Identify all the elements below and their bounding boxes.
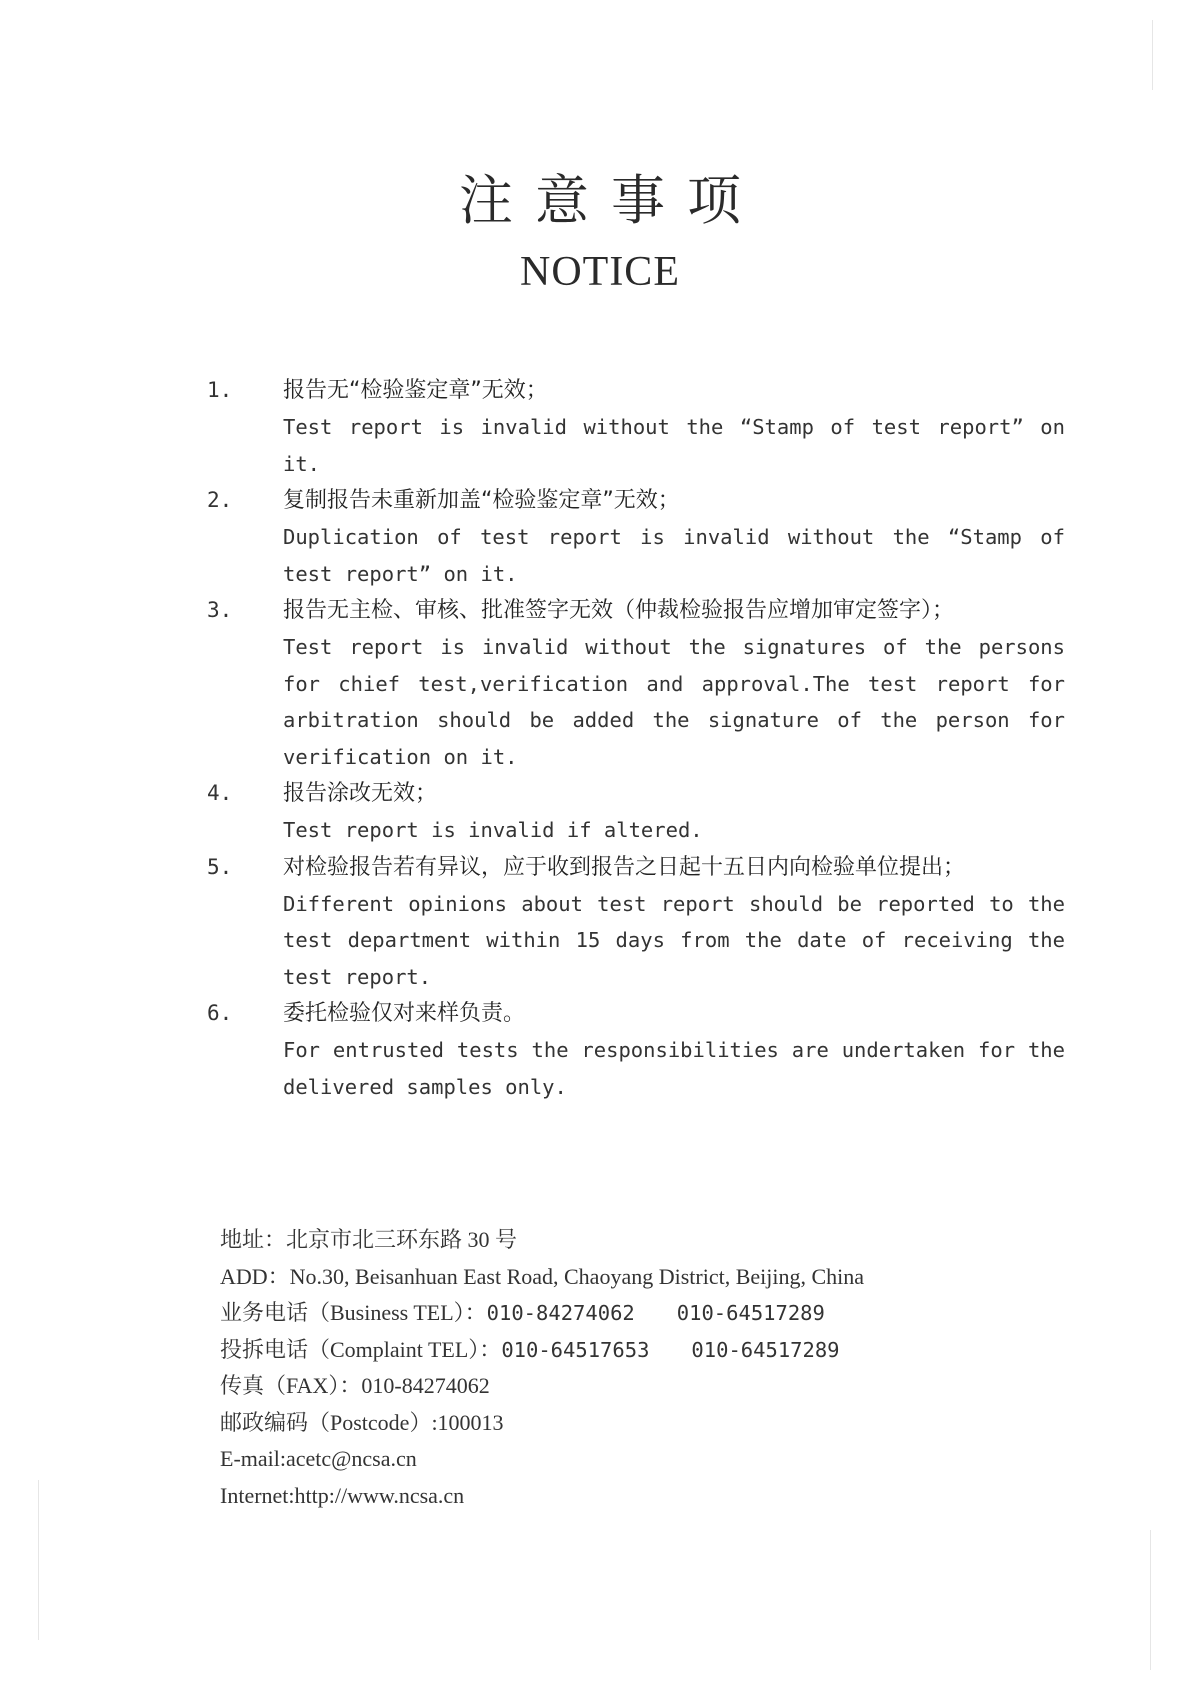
scan-edge-right-bottom [1150,1530,1151,1670]
postcode: 邮政编码（Postcode）:100013 [220,1409,504,1435]
title-chinese: 注意事项 [459,169,763,232]
item-text-cn: 报告无“检验鉴定章”无效； [283,378,548,403]
item-text-en: Test report is invalid without the signatures of the persons for chief test,verification and approval.The test report for arbitration should be added the signature of the person for verification on it. [283,635,1065,769]
item-text-cn: 报告涂改无效； [283,781,438,806]
email: E-mail:acetc@ncsa.cn [220,1446,417,1471]
complaint-tel-number-1: 010-64517653 [501,1337,650,1362]
contact-block [220,1222,1120,1514]
scan-edge-left [38,1480,39,1640]
item-number: 4. [207,781,233,805]
item-number: 5. [207,854,233,879]
address-cn: 地址：北京市北三环东路 30 号 [220,1227,518,1252]
item-number: 3. [207,598,233,622]
item-text-cn: 委托检验仅对来样负责。 [283,1001,526,1026]
item-number: 6. [207,1001,233,1025]
business-tel-number-1: 010-84274062 [486,1301,635,1325]
notice-item-3 [207,592,1067,775]
notice-item-5 [207,849,1067,996]
scan-edge-right [1152,20,1153,90]
internet: Internet:http://www.ncsa.cn [220,1482,465,1508]
business-tel-number-2: 010-64517289 [676,1301,825,1325]
item-text-cn: 报告无主检、审核、批准签字无效（仲裁检验报告应增加审定签字）； [283,598,955,623]
item-text-cn: 复制报告未重新加盖“检验鉴定章”无效； [283,488,680,513]
notice-item-1 [207,372,1067,482]
item-text-en: Different opinions about test report should be reported to the test department within 15 days from the date of receiving the test report. [283,891,1065,989]
item-text-cn: 对检验报告若有异议，应于收到报告之日起十五日内向检验单位提出； [283,854,966,880]
business-tel [220,1295,1120,1332]
notice-list [207,372,1067,1105]
notice-item-4 [207,775,1067,849]
item-text-en: Duplication of test report is invalid without the “Stamp of test report” on it. [283,525,1065,586]
notice-item-2 [207,482,1067,592]
item-text-en: Test report is invalid if altered. [283,818,703,842]
item-text-en: For entrusted tests the responsibilities are undertaken for the delivered samples only. [283,1038,1065,1099]
complaint-tel-label: 投拆电话（Complaint TEL）： [220,1336,502,1362]
item-number: 2. [207,488,233,512]
notice-item-6 [207,995,1067,1105]
item-text-en: Test report is invalid without the “Stamp of test report” on it. [283,415,1065,476]
item-number: 1. [207,378,233,402]
business-tel-label: 业务电话（Business TEL）： [220,1300,487,1325]
title-english: NOTICE [520,249,680,295]
fax: 传真（FAX）：010-84274062 [220,1373,490,1398]
complaint-tel-number-2: 010-64517289 [691,1337,840,1362]
complaint-tel [220,1332,1120,1369]
address-en: ADD：No.30, Beisanhuan East Road, Chaoyang District, Beijing, China [220,1263,865,1289]
